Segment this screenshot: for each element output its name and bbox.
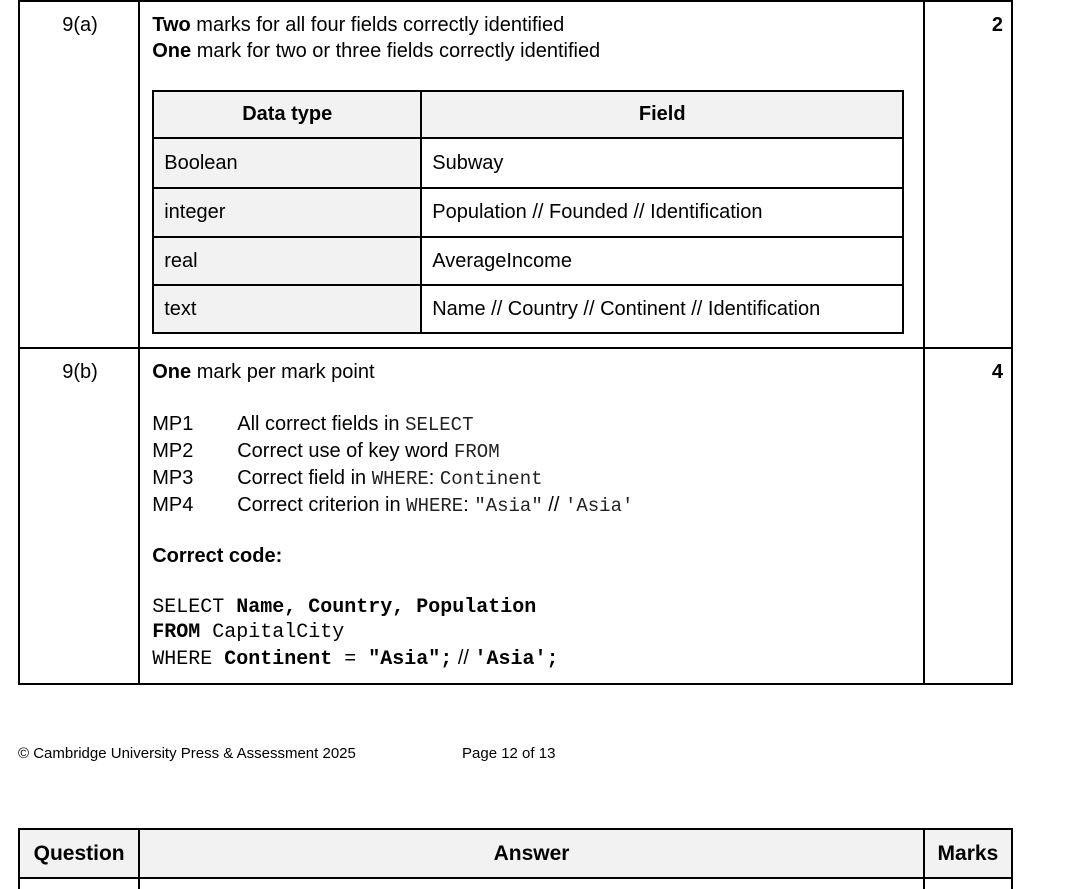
- code-keyword: WHERE: [152, 648, 225, 671]
- code-keyword: WHERE: [371, 468, 429, 490]
- mark-point-text: Correct field in: [237, 467, 372, 489]
- guidance-line: [152, 14, 564, 37]
- code-operator: =: [332, 648, 369, 671]
- code-field: Continent: [439, 468, 543, 490]
- data-type-table: [152, 90, 904, 334]
- mark-scheme-row-9b: [19, 348, 1012, 684]
- field-cell: Name // Country // Continent // Identification: [421, 285, 903, 333]
- code-line: [152, 647, 558, 671]
- code-keyword: FROM: [152, 621, 201, 644]
- code-keyword: FROM: [453, 441, 500, 463]
- mark-point-text: Correct criterion in: [237, 494, 407, 516]
- code-line: [152, 621, 344, 644]
- guidance-text: marks for all four fields correctly identified: [190, 14, 565, 36]
- marks-cell: [924, 1, 1012, 348]
- code-keyword: SELECT: [152, 596, 237, 619]
- data-type-cell: text: [153, 285, 421, 333]
- table-row: [153, 188, 903, 237]
- code-value: 'Asia';: [474, 648, 559, 671]
- separator: //: [452, 647, 475, 669]
- code-value: "Asia";: [368, 648, 453, 671]
- empty-cell: [139, 878, 924, 889]
- mark-scheme-row-9a: [19, 1, 1012, 348]
- column-header-marks: Marks: [924, 829, 1012, 878]
- data-type-cell: integer: [153, 188, 421, 237]
- guidance-text: mark per mark point: [191, 361, 375, 383]
- code-heading: Correct code:: [152, 545, 283, 567]
- table-row: [153, 285, 903, 333]
- marks-value: 2: [991, 14, 1003, 36]
- code-value: 'Asia': [564, 495, 634, 517]
- separator: //: [542, 494, 565, 516]
- answer-cell: [139, 348, 924, 684]
- data-type-cell: real: [153, 237, 421, 285]
- header-row: [19, 829, 1012, 878]
- code-field: Continent: [224, 648, 333, 671]
- mark-point-label: MP3: [152, 467, 194, 489]
- separator: :: [463, 494, 475, 516]
- code-keyword: SELECT: [405, 414, 474, 436]
- guidance-text: mark for two or three fields correctly identified: [191, 40, 601, 62]
- field-cell: AverageIncome: [421, 237, 903, 285]
- mark-point-text: All correct fields in: [237, 413, 406, 435]
- guidance-bold: One: [152, 361, 192, 383]
- guidance-bold: Two: [152, 14, 191, 36]
- mark-point-label: MP4: [152, 494, 194, 516]
- code-line: [152, 596, 536, 619]
- code-fields: Name, Country, Population: [236, 596, 537, 619]
- table-row: [153, 237, 903, 285]
- column-header-answer: Answer: [139, 829, 924, 878]
- field-cell: Subway: [421, 138, 903, 188]
- empty-cell: [19, 878, 139, 889]
- column-header: Field: [421, 91, 903, 138]
- column-header-question: Question: [19, 829, 139, 878]
- page-number: Page 12 of 13: [462, 745, 556, 762]
- copyright-text: © Cambridge University Press & Assessment 2025: [18, 745, 356, 762]
- code-keyword: WHERE: [406, 495, 464, 517]
- question-number: 9(a): [62, 14, 98, 36]
- code-table: CapitalCity: [200, 621, 345, 644]
- code-value: "Asia": [474, 495, 543, 517]
- guidance-bold: One: [152, 40, 192, 62]
- mark-point: [152, 440, 499, 463]
- mark-point: [152, 413, 473, 436]
- mark-point: [152, 467, 542, 490]
- data-type-header-row: [153, 91, 903, 138]
- field-cell: Population // Founded // Identification: [421, 188, 903, 237]
- data-type-cell: Boolean: [153, 138, 421, 188]
- answer-cell: [139, 1, 924, 348]
- question-cell: [19, 348, 139, 684]
- next-page-table-header: [18, 828, 1013, 889]
- column-header: Data type: [153, 91, 421, 138]
- question-number: 9(b): [62, 361, 98, 383]
- mark-point-label: MP1: [152, 413, 194, 435]
- separator: :: [428, 467, 440, 489]
- guidance-line: [152, 40, 600, 63]
- marks-value: 4: [991, 361, 1003, 383]
- mark-point: [152, 494, 633, 517]
- question-cell: [19, 1, 139, 348]
- guidance-line: [152, 361, 374, 384]
- table-row: [153, 138, 903, 188]
- marks-cell: [924, 348, 1012, 684]
- mark-point-label: MP2: [152, 440, 194, 462]
- mark-point-text: Correct use of key word: [237, 440, 454, 462]
- mark-scheme-table: [18, 0, 1013, 685]
- empty-cell: [924, 878, 1012, 889]
- table-row: [19, 878, 1012, 889]
